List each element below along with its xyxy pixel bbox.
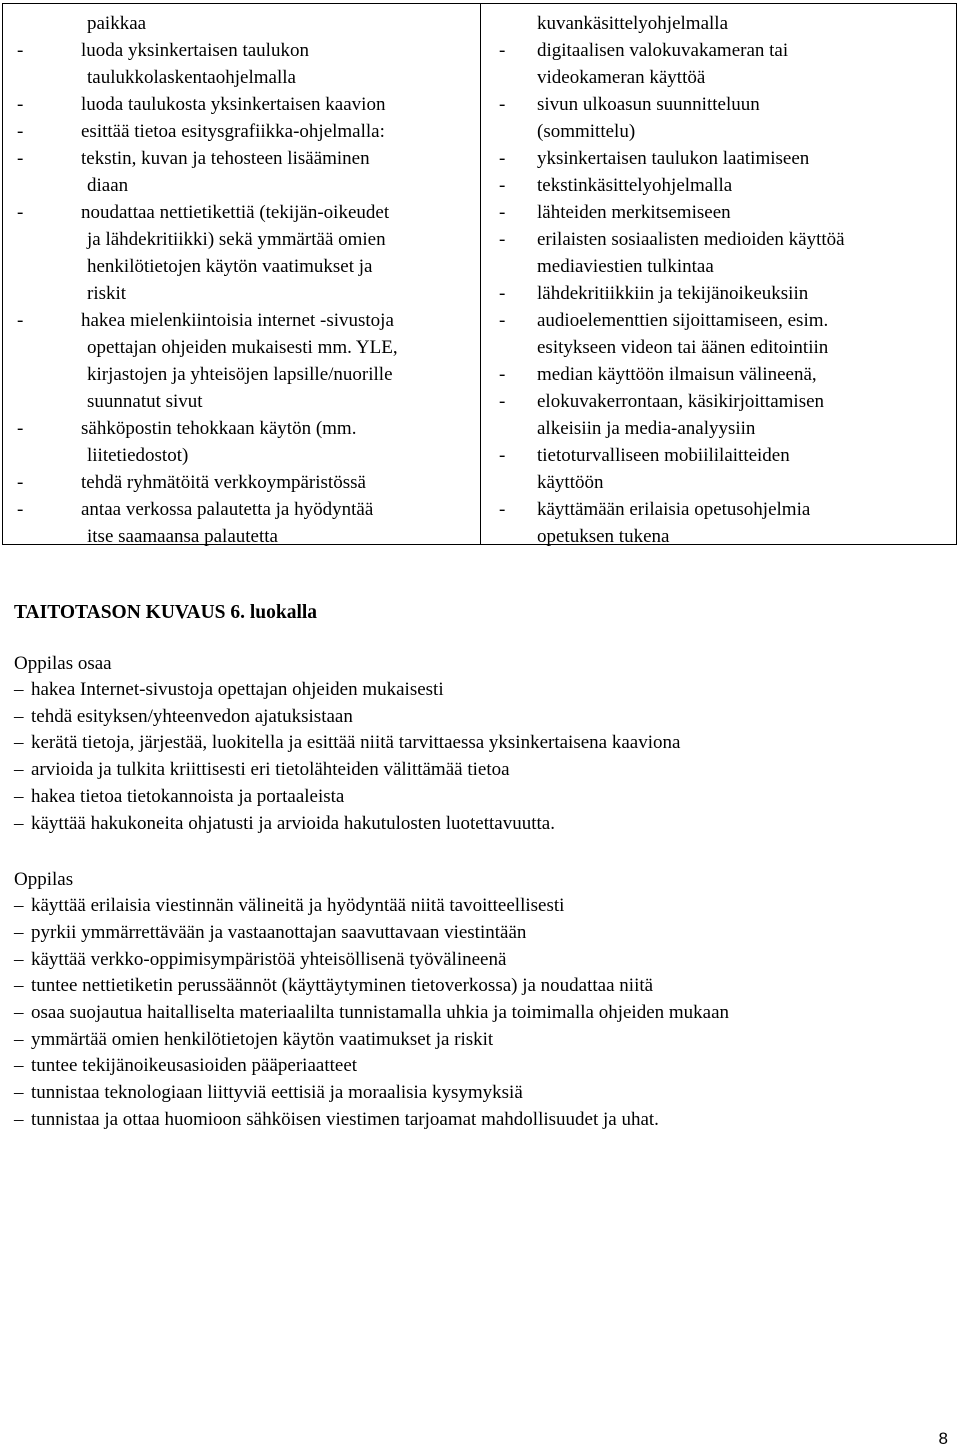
list-item-text: hakea Internet-sivustoja opettajan ohjeiden mukaisesti — [31, 679, 444, 700]
list-item-text: ymmärtää omien henkilötietojen käytön vaatimukset ja riskit — [31, 1028, 494, 1050]
list-item — [14, 1080, 944, 1107]
list-item-text: pyrkii ymmärrettävään ja vastaanottajan saavuttavaan viestintään — [31, 921, 527, 943]
list-item — [9, 307, 472, 334]
bullet-dash: – — [14, 895, 24, 917]
bullet-dash: – — [14, 705, 24, 727]
bullet-dash: - — [17, 121, 24, 142]
list-item-continuation: taulukkolaskentaohjelmalla — [87, 67, 296, 88]
list-item-text: tehdä esityksen/yhteenvedon ajatuksistaan — [31, 705, 353, 727]
section-heading: TAITOTASON KUVAUS 6. luokalla — [14, 602, 318, 623]
bullet-dash: – — [14, 921, 24, 943]
list-item — [9, 469, 472, 496]
text-line: kuvankäsittelyohjelmalla — [537, 13, 729, 34]
bullet-dash: – — [14, 1028, 24, 1050]
list-item-text: käyttämään erilaisia opetusohjelmia — [537, 499, 811, 520]
table-right-column — [481, 4, 955, 547]
bullet-dash: - — [17, 310, 24, 331]
list-item-continuation: alkeisiin ja media-analyysiin — [537, 418, 756, 439]
group2-title: Oppilas — [14, 869, 74, 891]
list-item-continuation: henkilötietojen käytön vaatimukset ja — [87, 256, 373, 277]
list-item-continuation: itse saamaansa palautetta — [87, 526, 278, 547]
list-item-continuation: liitetiedostot) — [87, 445, 189, 466]
list-item-text: erilaisten sosiaalisten medioiden käyttöä — [537, 229, 845, 250]
bullet-dash: – — [14, 812, 24, 834]
bullet-dash: - — [499, 202, 506, 223]
list-item-text: noudattaa nettietikettiä (tekijän-oikeudet — [81, 202, 390, 223]
list-item — [14, 893, 944, 920]
list-item — [487, 37, 947, 64]
bullet-dash: - — [17, 418, 24, 439]
list-item — [14, 1107, 944, 1134]
list-item-continuation: riskit — [87, 283, 127, 304]
list-item — [14, 704, 944, 731]
list-item — [487, 91, 947, 118]
bullet-dash: - — [499, 283, 506, 304]
bullet-dash: - — [499, 391, 506, 412]
list-item — [14, 920, 944, 947]
list-item-continuation: ja lähdekritiikki) sekä ymmärtää omien — [87, 229, 386, 250]
list-item — [487, 442, 947, 469]
bullet-dash: - — [17, 202, 24, 223]
list-item-text: tuntee nettietiketin perussäännöt (käyttäytyminen tietoverkossa) ja noudattaa niitä — [31, 975, 654, 997]
bullet-dash: - — [499, 445, 506, 466]
text-line: paikkaa — [87, 13, 147, 34]
table-left-column — [3, 4, 481, 547]
list-item-text: käyttää verkko-oppimisympäristöä yhteisöllisenä työvälineenä — [31, 948, 507, 970]
list-item-continuation: suunnatut sivut — [87, 391, 203, 412]
list-item-text: esittää tietoa esitysgrafiikka-ohjelmalla: — [81, 121, 385, 142]
list-item — [9, 118, 472, 145]
bullet-dash: - — [499, 499, 506, 520]
list-item-text: käyttää erilaisia viestinnän välineitä ja hyödyntää niitä tavoitteellisesti — [31, 895, 565, 917]
bullet-dash: - — [17, 94, 24, 115]
list-item-text: arvioida ja tulkita kriittisesti eri tietolähteiden välittämää tietoa — [31, 759, 510, 781]
bullet-dash: – — [14, 1002, 24, 1024]
bullet-dash: - — [499, 94, 506, 115]
list-item — [487, 280, 947, 307]
list-item-text: tunnistaa teknologiaan liittyviä eettisiä ja moraalisia kysymyksiä — [31, 1082, 523, 1104]
list-item-text: tietoturvalliseen mobiililaitteiden — [537, 445, 790, 466]
bullet-dash: – — [14, 1108, 24, 1130]
bullet-dash: – — [14, 975, 24, 997]
bullet-dash: - — [499, 175, 506, 196]
list-item-continuation: opetuksen tukena — [537, 526, 670, 547]
list-item — [14, 947, 944, 974]
list-item-text: lähdekritiikkiin ja tekijänoikeuksiin — [537, 283, 809, 304]
list-item — [487, 361, 947, 388]
bullet-dash: - — [499, 148, 506, 169]
list-item-continuation: käyttöön — [537, 472, 604, 493]
list-item-text: sivun ulkoasun suunnitteluun — [537, 94, 760, 115]
bullet-dash: – — [14, 1082, 24, 1104]
list-item — [14, 784, 944, 811]
list-item — [9, 37, 472, 64]
list-item-continuation: esitykseen videon tai äänen editointiin — [537, 337, 829, 358]
list-item — [9, 199, 472, 226]
list-item — [487, 307, 947, 334]
bullet-dash: - — [17, 499, 24, 520]
page-number: 8 — [938, 1429, 948, 1448]
list-item-text: antaa verkossa palautetta ja hyödyntää — [81, 499, 374, 520]
group1-title: Oppilas osaa — [14, 653, 112, 674]
list-item-text: lähteiden merkitsemiseen — [537, 202, 731, 223]
bullet-dash: - — [17, 40, 24, 61]
bullet-dash: – — [14, 948, 24, 970]
bullet-dash: - — [499, 310, 506, 331]
list-item — [487, 226, 947, 253]
list-item-text: sähköpostin tehokkaan käytön (mm. — [81, 418, 357, 439]
list-item-text: elokuvakerrontaan, käsikirjoittamisen — [537, 391, 825, 412]
list-item — [9, 145, 472, 172]
list-item-text: luoda taulukosta yksinkertaisen kaavion — [81, 94, 386, 115]
list-item — [9, 496, 472, 523]
bullet-dash: - — [17, 472, 24, 493]
list-item — [14, 1000, 944, 1027]
bullet-dash: - — [499, 364, 506, 385]
list-item-continuation: kirjastojen ja yhteisöjen lapsille/nuorille — [87, 364, 393, 385]
list-item — [487, 496, 947, 523]
list-item-continuation: opettajan ohjeiden mukaisesti mm. YLE, — [87, 337, 398, 358]
list-item-text: osaa suojautua haitalliselta materiaalilta tunnistamalla uhkia ja toimimalla ohjeiden mukaan — [31, 1002, 730, 1024]
list-item-continuation: diaan — [87, 175, 129, 196]
list-item — [14, 1027, 944, 1054]
list-item-text: käyttää hakukoneita ohjatusti ja arvioida hakutulosten luotettavuutta. — [31, 812, 555, 834]
group2-list — [14, 893, 944, 1133]
list-item — [487, 172, 947, 199]
list-item-text: tekstin, kuvan ja tehosteen lisääminen — [81, 148, 370, 169]
list-item-text: yksinkertaisen taulukon laatimiseen — [537, 148, 810, 169]
list-item-text: tehdä ryhmätöitä verkkoympäristössä — [81, 472, 366, 493]
list-item-continuation: videokameran käyttöä — [537, 67, 706, 88]
list-item-continuation: mediaviestien tulkintaa — [537, 256, 714, 277]
list-item — [487, 199, 947, 226]
list-item — [9, 415, 472, 442]
group1-list — [14, 677, 944, 837]
list-item-text: hakea mielenkiintoisia internet -sivustoja — [81, 310, 394, 331]
list-item — [14, 677, 944, 704]
bullet-dash: - — [499, 40, 506, 61]
bullet-dash: – — [14, 732, 24, 754]
list-item — [14, 757, 944, 784]
list-item-text: median käyttöön ilmaisun välineenä, — [537, 364, 817, 385]
list-item — [9, 91, 472, 118]
list-item-text: luoda yksinkertaisen taulukon — [81, 40, 309, 61]
bullet-dash: – — [14, 679, 24, 700]
bullet-dash: - — [499, 229, 506, 250]
skill-level-section — [14, 598, 944, 1134]
list-item — [14, 730, 944, 757]
list-item — [14, 811, 944, 838]
list-item-text: audioelementtien sijoittamiseen, esim. — [537, 310, 829, 331]
list-item — [487, 388, 947, 415]
list-item-text: tunnistaa ja ottaa huomioon sähköisen viestimen tarjoamat mahdollisuudet ja uhat. — [31, 1108, 659, 1130]
bullet-dash: – — [14, 785, 24, 807]
content-table — [2, 3, 957, 545]
list-item — [487, 145, 947, 172]
bullet-dash: – — [14, 759, 24, 781]
list-item — [14, 1053, 944, 1080]
bullet-dash: - — [17, 148, 24, 169]
list-item-text: kerätä tietoja, järjestää, luokitella ja esittää niitä tarvittaessa yksinkertaisena kaaviona — [31, 732, 681, 754]
list-item-text: hakea tietoa tietokannoista ja portaaleista — [31, 785, 345, 807]
list-item-text: digitaalisen valokuvakameran tai — [537, 40, 789, 61]
list-item-text: tekstinkäsittelyohjelmalla — [537, 175, 733, 196]
list-item — [14, 973, 944, 1000]
list-item-text: tuntee tekijänoikeusasioiden pääperiaatteet — [31, 1055, 358, 1077]
list-item-continuation: (sommittelu) — [537, 121, 636, 142]
bullet-dash: – — [14, 1055, 24, 1077]
